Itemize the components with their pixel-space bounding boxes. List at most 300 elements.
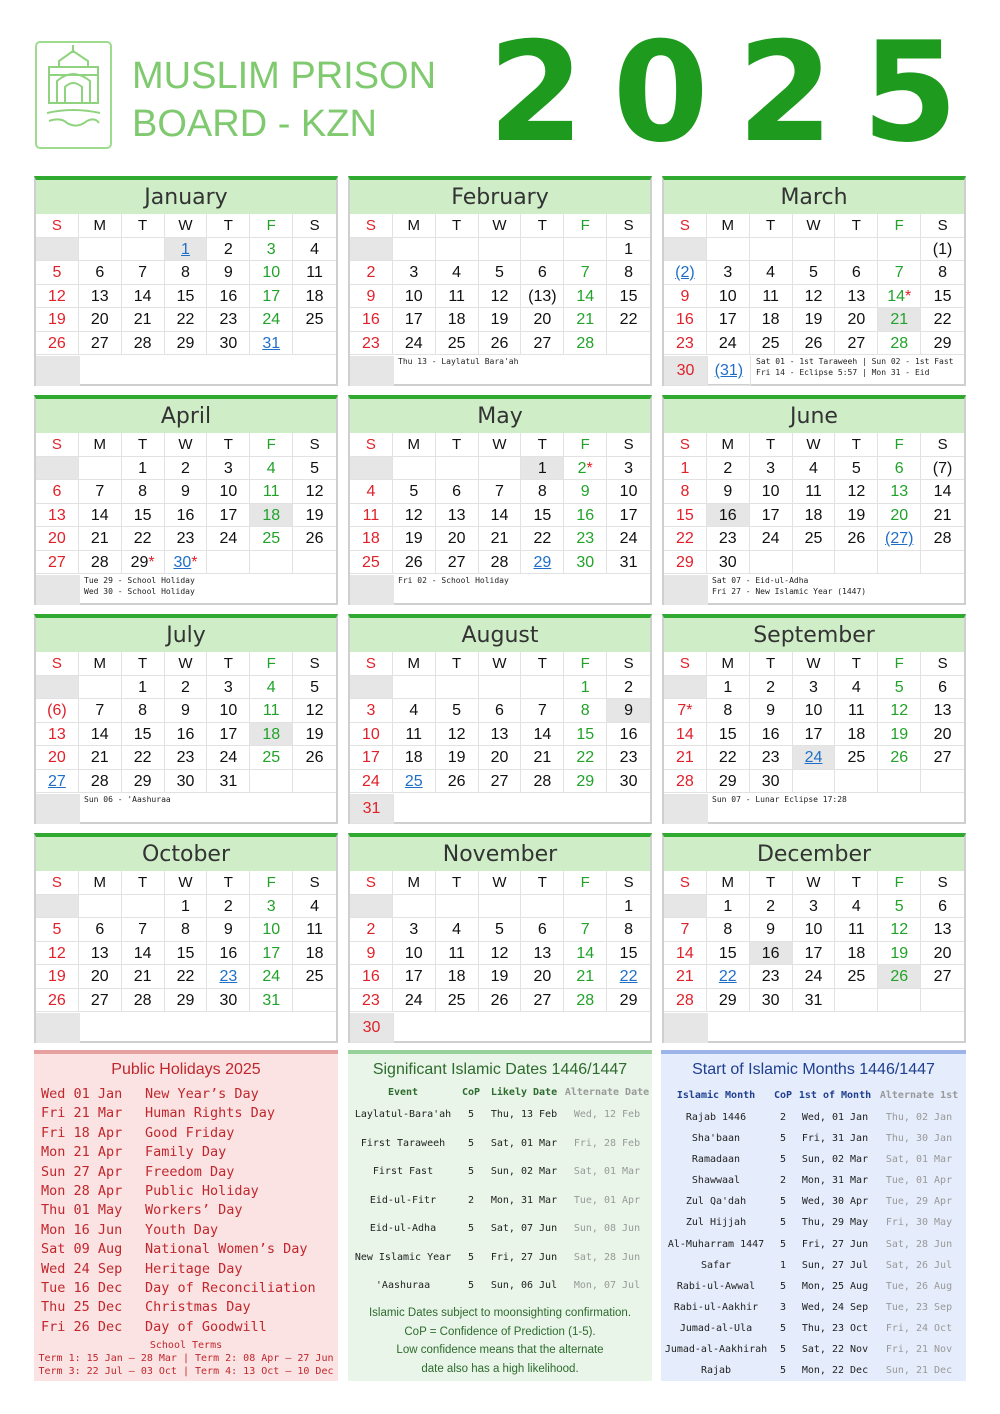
day-cell[interactable] [36,942,79,966]
day-cell[interactable] [521,261,564,285]
day-cell[interactable] [79,308,122,332]
day-cell[interactable] [664,551,707,575]
day-cell[interactable] [479,723,522,747]
day-cell[interactable] [350,918,393,942]
day-cell[interactable] [750,332,793,356]
day-cell[interactable] [607,723,650,747]
day-cell[interactable] [79,504,122,528]
day-cell[interactable] [207,989,250,1013]
day-cell[interactable] [36,989,79,1013]
day-cell[interactable] [707,308,750,332]
day-cell[interactable] [36,308,79,332]
day-cell[interactable] [122,551,165,575]
day-cell[interactable] [393,918,436,942]
day-cell[interactable] [878,676,921,700]
day-cell[interactable] [921,504,964,528]
day-cell[interactable] [479,699,522,723]
day-cell[interactable] [921,965,964,989]
day-cell[interactable] [250,965,293,989]
day-cell[interactable] [835,676,878,700]
day-cell[interactable] [479,770,522,794]
day-cell[interactable] [165,457,208,481]
day-cell[interactable] [793,918,836,942]
day-cell[interactable] [479,989,522,1013]
day-cell[interactable] [122,527,165,551]
day-cell[interactable] [564,261,607,285]
day-cell[interactable] [750,308,793,332]
day-cell[interactable] [607,261,650,285]
day-cell[interactable] [921,332,964,356]
day-cell[interactable] [122,332,165,356]
day-cell[interactable] [921,699,964,723]
day-cell[interactable] [393,332,436,356]
day-cell[interactable] [250,261,293,285]
day-cell[interactable] [250,942,293,966]
day-cell[interactable] [521,457,564,481]
day-cell[interactable] [293,676,336,700]
day-cell[interactable] [707,261,750,285]
day-cell[interactable] [122,285,165,309]
day-cell[interactable] [664,918,707,942]
day-cell[interactable] [165,918,208,942]
day-cell[interactable] [122,723,165,747]
day-cell[interactable] [250,895,293,919]
day-cell[interactable] [607,551,650,575]
day-cell[interactable] [393,770,436,794]
day-cell[interactable] [393,285,436,309]
day-cell[interactable] [479,527,522,551]
day-cell[interactable] [607,676,650,700]
day-cell[interactable] [921,457,964,481]
day-cell[interactable] [664,308,707,332]
day-cell[interactable] [750,261,793,285]
day-cell[interactable] [207,918,250,942]
day-cell[interactable] [707,723,750,747]
day-cell[interactable] [36,504,79,528]
day-cell[interactable] [79,723,122,747]
day-cell[interactable] [564,480,607,504]
day-cell[interactable] [835,699,878,723]
day-cell[interactable] [835,942,878,966]
day-cell[interactable] [664,746,707,770]
day-cell[interactable] [350,1013,394,1043]
day-cell[interactable] [607,918,650,942]
day-cell[interactable] [750,457,793,481]
day-cell[interactable] [564,551,607,575]
day-cell[interactable] [793,965,836,989]
day-cell[interactable] [564,918,607,942]
day-cell[interactable] [564,457,607,481]
day-cell[interactable] [165,699,208,723]
day-cell[interactable] [250,308,293,332]
day-cell[interactable] [878,527,921,551]
day-cell[interactable] [707,480,750,504]
day-cell[interactable] [293,504,336,528]
day-cell[interactable] [521,942,564,966]
day-cell[interactable] [165,480,208,504]
day-cell[interactable] [293,699,336,723]
day-cell[interactable] [293,723,336,747]
day-cell[interactable] [393,527,436,551]
day-cell[interactable] [479,504,522,528]
day-cell[interactable] [122,965,165,989]
day-cell[interactable] [878,746,921,770]
day-cell[interactable] [707,918,750,942]
day-cell[interactable] [250,457,293,481]
day-cell[interactable] [350,527,393,551]
day-cell[interactable] [564,504,607,528]
day-cell[interactable] [293,965,336,989]
day-cell[interactable] [878,457,921,481]
day-cell[interactable] [878,332,921,356]
day-cell[interactable] [207,480,250,504]
day-cell[interactable] [165,723,208,747]
day-cell[interactable] [664,356,708,386]
day-cell[interactable] [564,989,607,1013]
day-cell[interactable] [165,551,208,575]
day-cell[interactable] [479,551,522,575]
day-cell[interactable] [393,551,436,575]
day-cell[interactable] [835,457,878,481]
day-cell[interactable] [122,746,165,770]
day-cell[interactable] [793,504,836,528]
day-cell[interactable] [436,942,479,966]
day-cell[interactable] [607,285,650,309]
day-cell[interactable] [436,285,479,309]
day-cell[interactable] [607,965,650,989]
day-cell[interactable] [750,746,793,770]
day-cell[interactable] [521,504,564,528]
day-cell[interactable] [207,238,250,262]
day-cell[interactable] [707,942,750,966]
day-cell[interactable] [479,480,522,504]
day-cell[interactable] [521,699,564,723]
day-cell[interactable] [207,723,250,747]
day-cell[interactable] [207,699,250,723]
day-cell[interactable] [207,942,250,966]
day-cell[interactable] [36,332,79,356]
day-cell[interactable] [664,770,707,794]
day-cell[interactable] [207,746,250,770]
day-cell[interactable] [521,965,564,989]
day-cell[interactable] [350,746,393,770]
day-cell[interactable] [250,723,293,747]
day-cell[interactable] [750,676,793,700]
day-cell[interactable] [165,285,208,309]
day-cell[interactable] [607,457,650,481]
day-cell[interactable] [250,238,293,262]
day-cell[interactable] [293,308,336,332]
day-cell[interactable] [793,699,836,723]
day-cell[interactable] [165,676,208,700]
day-cell[interactable] [350,770,393,794]
day-cell[interactable] [79,699,122,723]
day-cell[interactable] [350,794,394,824]
day-cell[interactable] [921,238,964,262]
day-cell[interactable] [350,261,393,285]
day-cell[interactable] [79,332,122,356]
day-cell[interactable] [79,551,122,575]
day-cell[interactable] [564,332,607,356]
day-cell[interactable] [878,480,921,504]
day-cell[interactable] [607,238,650,262]
day-cell[interactable] [521,770,564,794]
day-cell[interactable] [36,480,79,504]
day-cell[interactable] [79,942,122,966]
day-cell[interactable] [793,676,836,700]
day-cell[interactable] [707,746,750,770]
day-cell[interactable] [607,895,650,919]
day-cell[interactable] [165,746,208,770]
day-cell[interactable] [750,989,793,1013]
day-cell[interactable] [750,965,793,989]
day-cell[interactable] [664,457,707,481]
day-cell[interactable] [607,308,650,332]
day-cell[interactable] [564,746,607,770]
day-cell[interactable] [250,746,293,770]
day-cell[interactable] [436,527,479,551]
day-cell[interactable] [835,723,878,747]
day-cell[interactable] [521,723,564,747]
day-cell[interactable] [393,989,436,1013]
day-cell[interactable] [436,746,479,770]
day-cell[interactable] [79,965,122,989]
day-cell[interactable] [878,261,921,285]
day-cell[interactable] [664,285,707,309]
day-cell[interactable] [122,989,165,1013]
day-cell[interactable] [350,965,393,989]
day-cell[interactable] [607,504,650,528]
day-cell[interactable] [878,699,921,723]
day-cell[interactable] [350,699,393,723]
day-cell[interactable] [250,480,293,504]
day-cell[interactable] [921,723,964,747]
day-cell[interactable] [521,308,564,332]
day-cell[interactable] [436,261,479,285]
day-cell[interactable] [521,332,564,356]
day-cell[interactable] [479,965,522,989]
day-cell[interactable] [165,308,208,332]
day-cell[interactable] [564,770,607,794]
day-cell[interactable] [293,457,336,481]
day-cell[interactable] [479,332,522,356]
day-cell[interactable] [79,527,122,551]
day-cell[interactable] [664,261,707,285]
day-cell[interactable] [165,895,208,919]
day-cell[interactable] [607,746,650,770]
day-cell[interactable] [122,457,165,481]
day-cell[interactable] [250,527,293,551]
day-cell[interactable] [250,285,293,309]
day-cell[interactable] [293,942,336,966]
day-cell[interactable] [79,989,122,1013]
day-cell[interactable] [122,770,165,794]
day-cell[interactable] [36,699,79,723]
day-cell[interactable] [36,746,79,770]
day-cell[interactable] [393,746,436,770]
day-cell[interactable] [664,723,707,747]
day-cell[interactable] [707,965,750,989]
day-cell[interactable] [921,895,964,919]
day-cell[interactable] [250,918,293,942]
day-cell[interactable] [436,989,479,1013]
day-cell[interactable] [564,527,607,551]
day-cell[interactable] [479,308,522,332]
day-cell[interactable] [664,527,707,551]
day-cell[interactable] [165,770,208,794]
day-cell[interactable] [664,332,707,356]
day-cell[interactable] [36,918,79,942]
day-cell[interactable] [707,676,750,700]
day-cell[interactable] [793,285,836,309]
day-cell[interactable] [878,504,921,528]
day-cell[interactable] [165,332,208,356]
day-cell[interactable] [664,699,707,723]
day-cell[interactable] [350,723,393,747]
day-cell[interactable] [921,746,964,770]
day-cell[interactable] [122,676,165,700]
day-cell[interactable] [165,942,208,966]
day-cell[interactable] [835,504,878,528]
day-cell[interactable] [750,895,793,919]
day-cell[interactable] [521,746,564,770]
day-cell[interactable] [878,918,921,942]
day-cell[interactable] [207,504,250,528]
day-cell[interactable] [122,308,165,332]
day-cell[interactable] [750,480,793,504]
day-cell[interactable] [122,480,165,504]
day-cell[interactable] [436,770,479,794]
day-cell[interactable] [707,527,750,551]
day-cell[interactable] [350,551,393,575]
day-cell[interactable] [479,746,522,770]
day-cell[interactable] [293,918,336,942]
day-cell[interactable] [664,504,707,528]
day-cell[interactable] [878,895,921,919]
day-cell[interactable] [350,989,393,1013]
day-cell[interactable] [835,895,878,919]
day-cell[interactable] [707,770,750,794]
day-cell[interactable] [393,504,436,528]
day-cell[interactable] [207,261,250,285]
day-cell[interactable] [79,480,122,504]
day-cell[interactable] [393,480,436,504]
day-cell[interactable] [436,723,479,747]
day-cell[interactable] [707,895,750,919]
day-cell[interactable] [921,285,964,309]
day-cell[interactable] [436,699,479,723]
day-cell[interactable] [436,965,479,989]
day-cell[interactable] [207,676,250,700]
day-cell[interactable] [564,965,607,989]
day-cell[interactable] [350,942,393,966]
day-cell[interactable] [921,480,964,504]
day-cell[interactable] [207,332,250,356]
day-cell[interactable] [607,989,650,1013]
day-cell[interactable] [564,723,607,747]
day-cell[interactable] [835,746,878,770]
day-cell[interactable] [350,308,393,332]
day-cell[interactable] [793,989,836,1013]
day-cell[interactable] [664,965,707,989]
day-cell[interactable] [250,699,293,723]
day-cell[interactable] [835,918,878,942]
day-cell[interactable] [165,527,208,551]
day-cell[interactable] [793,261,836,285]
day-cell[interactable] [921,308,964,332]
day-cell[interactable] [521,918,564,942]
day-cell[interactable] [36,551,79,575]
day-cell[interactable] [607,480,650,504]
day-cell[interactable] [79,918,122,942]
day-cell[interactable] [564,308,607,332]
day-cell[interactable] [793,457,836,481]
day-cell[interactable] [122,942,165,966]
day-cell[interactable] [393,261,436,285]
day-cell[interactable] [36,965,79,989]
day-cell[interactable] [393,965,436,989]
day-cell[interactable] [607,527,650,551]
day-cell[interactable] [664,989,707,1013]
day-cell[interactable] [878,723,921,747]
day-cell[interactable] [750,527,793,551]
day-cell[interactable] [793,895,836,919]
day-cell[interactable] [921,676,964,700]
day-cell[interactable] [436,332,479,356]
day-cell[interactable] [750,504,793,528]
day-cell[interactable] [393,723,436,747]
day-cell[interactable] [165,965,208,989]
day-cell[interactable] [835,308,878,332]
day-cell[interactable] [165,261,208,285]
day-cell[interactable] [479,285,522,309]
day-cell[interactable] [207,308,250,332]
day-cell[interactable] [878,965,921,989]
day-cell[interactable] [165,989,208,1013]
day-cell[interactable] [707,504,750,528]
day-cell[interactable] [564,942,607,966]
day-cell[interactable] [793,332,836,356]
day-cell[interactable] [835,527,878,551]
day-cell[interactable] [79,770,122,794]
day-cell[interactable] [664,942,707,966]
day-cell[interactable] [921,942,964,966]
day-cell[interactable] [207,965,250,989]
day-cell[interactable] [207,457,250,481]
day-cell[interactable] [36,723,79,747]
day-cell[interactable] [436,551,479,575]
day-cell[interactable] [293,527,336,551]
day-cell[interactable] [793,527,836,551]
day-cell[interactable] [122,918,165,942]
day-cell[interactable] [293,895,336,919]
day-cell[interactable] [664,480,707,504]
day-cell[interactable] [707,699,750,723]
day-cell[interactable] [36,527,79,551]
day-cell[interactable] [921,261,964,285]
day-cell[interactable] [293,261,336,285]
day-cell[interactable] [207,770,250,794]
day-cell[interactable] [607,942,650,966]
day-cell[interactable] [36,285,79,309]
day-cell[interactable] [750,770,793,794]
day-cell[interactable] [750,918,793,942]
day-cell[interactable] [479,261,522,285]
day-cell[interactable] [165,504,208,528]
day-cell[interactable] [793,746,836,770]
day-cell[interactable] [921,527,964,551]
day-cell[interactable] [250,504,293,528]
